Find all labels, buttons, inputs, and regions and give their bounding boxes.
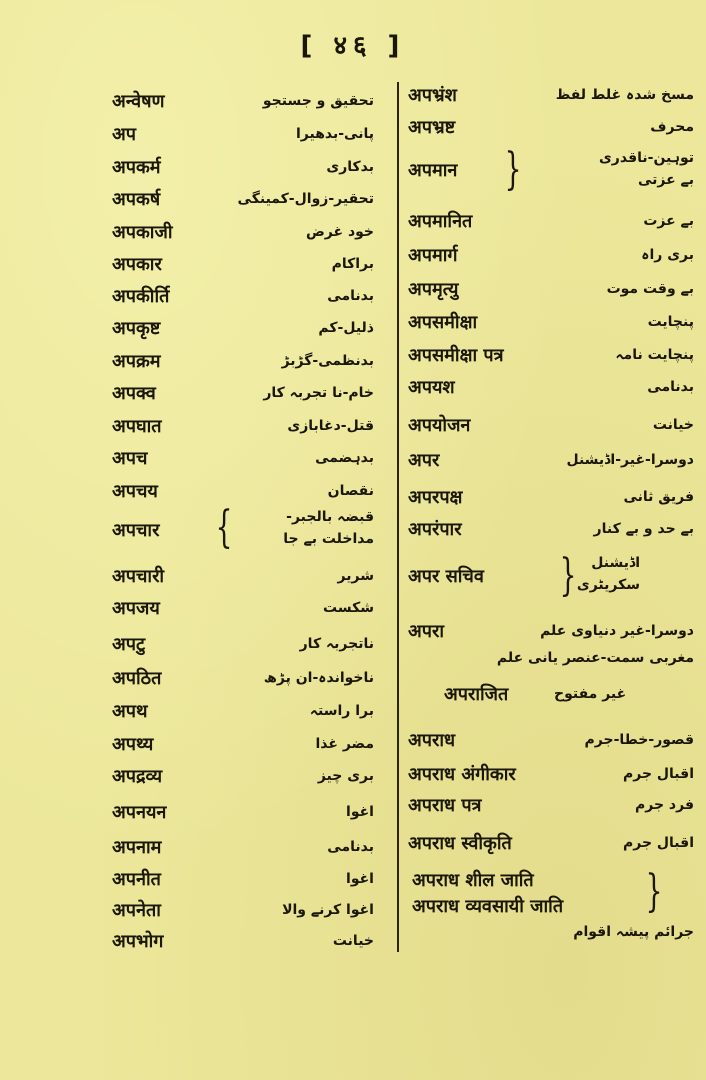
- urdu-meaning: برا راستہ: [309, 703, 374, 719]
- hindi-headword: अपच: [112, 448, 148, 469]
- hindi-headword: अपचय: [112, 481, 158, 502]
- hindi-headword: अपकार: [112, 254, 162, 275]
- hindi-headword: अपनयन: [112, 802, 167, 823]
- entry-row: [112, 247, 384, 281]
- hindi-headword: अपटु: [112, 634, 146, 655]
- urdu-meaning-line: سکریٹری: [576, 577, 640, 593]
- hindi-headword: अपक्व: [112, 383, 156, 404]
- urdu-meaning: اقبال جرم: [622, 766, 694, 782]
- hindi-headword: अपक्रम: [112, 351, 161, 372]
- urdu-meaning: بے حد و بے کنار: [593, 521, 694, 537]
- urdu-meaning-line: اڈیشنل: [591, 555, 640, 571]
- urdu-meaning: ناتجربہ کار: [299, 636, 374, 652]
- entry-row: [404, 338, 700, 372]
- hindi-headword: अपचार: [112, 520, 160, 541]
- urdu-meaning: اغوا: [346, 804, 374, 820]
- entry-row: [404, 443, 700, 477]
- hindi-headword: अपजय: [112, 598, 160, 619]
- urdu-meaning: فریق ثانی: [623, 489, 694, 505]
- entry-row: [112, 311, 384, 345]
- entry-row: [404, 110, 700, 144]
- entry-row: [112, 279, 384, 313]
- entry-row: [404, 677, 700, 711]
- entry-row: [112, 759, 384, 793]
- hindi-headword: अपराजित: [444, 684, 509, 705]
- entry-row: [112, 727, 384, 761]
- brace-mark: }: [559, 550, 577, 601]
- hindi-headword: अपघात: [112, 416, 162, 437]
- urdu-meaning: مسخ شدہ غلط لفظ: [555, 87, 694, 103]
- urdu-meaning: بدنظمی-گڑبڑ: [281, 353, 374, 369]
- urdu-meaning-line: قبضہ بالجبر-: [286, 509, 374, 525]
- urdu-meaning: پنچایت: [647, 314, 694, 330]
- brace-mark: {: [215, 502, 233, 553]
- urdu-meaning: قصور-خطا-جرم: [584, 732, 694, 748]
- entry-row: [404, 370, 700, 404]
- urdu-meaning: خیانت: [652, 417, 694, 433]
- entry-row: [404, 408, 700, 442]
- entry-row: [112, 215, 384, 249]
- hindi-headword: अपरपक्ष: [408, 487, 463, 508]
- hindi-headword: अपकर्ष: [112, 189, 161, 210]
- hindi-headword: अपर: [408, 450, 440, 471]
- hindi-headword: अपमानित: [408, 211, 473, 232]
- page-number: [ ४६ ]: [300, 31, 406, 61]
- column-divider: [397, 82, 399, 952]
- entry-row: [112, 409, 384, 443]
- entry-row: [404, 548, 700, 606]
- urdu-meaning: شریر: [337, 568, 374, 584]
- urdu-meaning: بدنامی: [327, 288, 374, 304]
- urdu-meaning-block: [599, 147, 694, 191]
- urdu-meaning: بدہضمی: [315, 450, 374, 466]
- hindi-headword: अपरंपार: [408, 519, 462, 540]
- entry-row: [404, 480, 700, 514]
- hindi-headword: अपचारी: [112, 566, 165, 587]
- urdu-meaning-line: بے عزتی: [637, 172, 694, 188]
- hindi-headword: अपथ्य: [112, 734, 154, 755]
- entry-row: [404, 826, 700, 860]
- urdu-meaning: ناخواندہ-ان پڑھ: [263, 670, 374, 686]
- hindi-headword: अपयोजन: [408, 415, 471, 436]
- urdu-meaning: بری راہ: [641, 247, 694, 263]
- entry-row: [404, 644, 700, 672]
- entry-row: [112, 84, 384, 118]
- brace-mark: }: [504, 144, 522, 195]
- urdu-meaning: مضر غذا: [315, 736, 374, 752]
- entry-row: [404, 78, 700, 112]
- urdu-meaning: خود غرض: [305, 224, 374, 240]
- entry-row: [112, 474, 384, 508]
- entry-row: [112, 627, 384, 661]
- brace-mark: }: [645, 866, 663, 917]
- urdu-meaning-line: مداخلت بے جا: [283, 531, 374, 547]
- hindi-headword-block: [412, 868, 563, 920]
- hindi-headword: अपनाम: [112, 837, 162, 858]
- entry-row: [404, 723, 700, 757]
- entry-row: [404, 143, 700, 199]
- urdu-meaning: براکام: [331, 256, 374, 272]
- urdu-meaning: نقصان: [327, 483, 374, 499]
- urdu-meaning: اغوا: [346, 871, 374, 887]
- urdu-meaning: پانی-بدھیرا: [295, 126, 374, 142]
- entry-row: [112, 830, 384, 864]
- entry-row: [112, 661, 384, 695]
- hindi-headword: अपभ्रंश: [408, 85, 457, 106]
- urdu-meaning: قتل-دغابازی: [287, 418, 374, 434]
- hindi-headword: अपराध स्वीकृति: [408, 833, 512, 854]
- entry-row: [112, 795, 384, 829]
- entry-row: [404, 757, 700, 791]
- urdu-meaning: بری چیز: [317, 768, 374, 784]
- hindi-headword: अपद्रव्य: [112, 766, 163, 787]
- urdu-meaning: شکست: [323, 600, 374, 616]
- hindi-headword: अपर सचिव: [408, 566, 484, 587]
- hindi-headword: अपराध पत्र: [408, 795, 482, 816]
- hindi-headword: अपथ: [112, 701, 148, 722]
- entry-row: [112, 344, 384, 378]
- entry-row: [404, 866, 700, 950]
- entry-row: [404, 788, 700, 822]
- urdu-meaning: بے عزت: [643, 213, 694, 229]
- urdu-meaning: دوسرا-غیر دنیاوی علم: [540, 623, 694, 639]
- hindi-headword: अपमृत्यु: [408, 279, 459, 300]
- urdu-meaning: بدنامی: [647, 379, 694, 395]
- hindi-headword: अप: [112, 124, 136, 145]
- entry-row: [112, 150, 384, 184]
- hindi-headword-line: अपराध व्यवसायी जाति: [412, 896, 564, 917]
- urdu-meaning: بے وقت موت: [606, 281, 694, 297]
- urdu-meaning: تحقیر-زوال-کمینگی: [237, 191, 374, 207]
- urdu-meaning: بدنامی: [327, 839, 374, 855]
- entry-row: [112, 694, 384, 728]
- entry-row: [404, 305, 700, 339]
- urdu-meaning: جرائم پیشہ اقوام: [573, 924, 694, 940]
- entry-row: [112, 591, 384, 625]
- hindi-headword: अपभ्रष्ट: [408, 117, 456, 138]
- urdu-meaning: اغوا کرنے والا: [282, 902, 374, 918]
- urdu-meaning: بدکاری: [326, 159, 374, 175]
- hindi-headword: अपकाजी: [112, 222, 173, 243]
- urdu-meaning: اقبال جرم: [622, 835, 694, 851]
- urdu-meaning: خیانت: [332, 933, 374, 949]
- entry-row: [404, 204, 700, 238]
- entry-row: [404, 614, 700, 648]
- hindi-headword: अपठित: [112, 668, 162, 689]
- urdu-meaning: محرف: [650, 119, 694, 135]
- hindi-headword: अपराध अंगीकार: [408, 764, 516, 785]
- urdu-meaning-line: توہین-ناقدری: [598, 150, 694, 166]
- entry-row: [112, 376, 384, 410]
- entry-row: [404, 512, 700, 546]
- entry-row: [112, 441, 384, 475]
- urdu-meaning: غیر مفتوح: [554, 686, 627, 702]
- hindi-headword: अपरा: [408, 621, 444, 642]
- entry-row: [112, 924, 384, 958]
- urdu-meaning: پنچایت نامہ: [615, 347, 694, 363]
- urdu-meaning-block: [283, 506, 374, 550]
- urdu-meaning: خام-نا تجربہ کار: [263, 385, 374, 401]
- hindi-headword: अपभोग: [112, 931, 164, 952]
- hindi-headword: अपसमीक्षा: [408, 312, 478, 333]
- entry-row: [112, 117, 384, 151]
- entry-row: [112, 504, 384, 554]
- entry-row: [404, 238, 700, 272]
- urdu-meaning: دوسرا-غیر-اڈیشنل: [566, 452, 694, 468]
- hindi-headword: अपयश: [408, 377, 455, 398]
- hindi-headword: अपराध: [408, 730, 456, 751]
- entry-row: [404, 272, 700, 306]
- urdu-meaning: مغربی سمت-عنصر یانی علم: [496, 650, 694, 666]
- urdu-meaning: ذلیل-کم: [318, 320, 374, 336]
- hindi-headword: अपकर्म: [112, 157, 161, 178]
- hindi-headword: अपमार्ग: [408, 245, 458, 266]
- entry-row: [112, 182, 384, 216]
- entry-row: [112, 862, 384, 896]
- urdu-meaning-block: [577, 552, 640, 596]
- urdu-meaning: فرد جرم: [635, 797, 694, 813]
- hindi-headword: अपनेता: [112, 900, 161, 921]
- hindi-headword: अन्वेषण: [112, 91, 165, 112]
- entry-row: [112, 559, 384, 593]
- hindi-headword: अपनीत: [112, 869, 161, 890]
- hindi-headword: अपकीर्ति: [112, 286, 170, 307]
- hindi-headword: अपमान: [408, 160, 458, 181]
- hindi-headword: अपसमीक्षा पत्र: [408, 345, 504, 366]
- hindi-headword: अपकृष्ट: [112, 318, 161, 339]
- urdu-meaning: تحقیق و جستجو: [262, 93, 374, 109]
- hindi-headword-line: अपराध शील जाति: [412, 870, 534, 891]
- entry-row: [112, 893, 384, 927]
